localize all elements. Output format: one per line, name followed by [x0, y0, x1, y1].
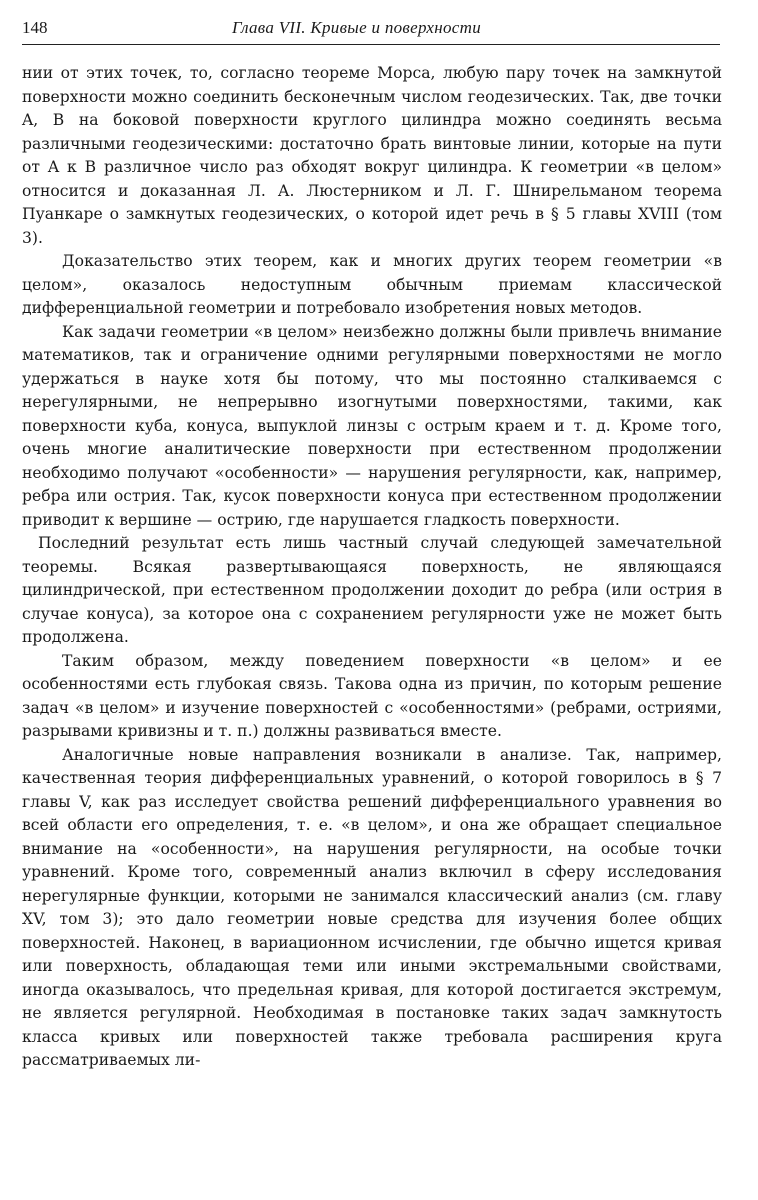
paragraph: Как задачи геометрии «в целом» неизбежно должны были привлечь внимание математиков, так и ограничение одними регулярными поверхностями не могло удержаться в науке хотя бы потому, что мы постоянно сталкиваемся с нерегулярными, не непрерывно изогнутыми поверхностями, такими, как поверхности куба, конуса, выпуклой линзы с острым краем и т. д. Кроме того, очень многие аналитические поверхности при естественном продолжении необходимо получают «особенности» — нарушения регулярности, как, например, ребра или острия. Так, кусок поверхности конуса при естественном продолжении приводит к вершине — острию, где нарушается гладкость поверхности. [22, 322, 722, 529]
header-rule [22, 44, 720, 45]
paragraph: Последний результат есть лишь частный случай следующей замечательной теоремы. Всякая развертывающаяся поверхность, не являющаяся цилиндрической, при естественном продолжении доходит до ребра (или острия в случае конуса), за которое она с сохранением регулярности уже не может быть продолжена. [22, 534, 722, 646]
paragraph-continuation: нии от этих точек, то, согласно теореме Морса, любую пару точек на замкнутой поверхности можно соединить бесконечным числом геодезических. Так, две точки A, B на боковой поверхности круглого цилиндра можно соединять весьма различными геодезическими: достаточно брать винтовые линии, которые на пути от A к B различное число раз обходят вокруг цилиндра. К геометрии «в целом» относится и доказанная Л. А. Люстерником и Л. Г. Шнирельманом теорема Пуанкаре о замкнутых геодезических, о которой идет речь в § 5 главы XVIII (том 3). [22, 64, 722, 247]
paragraph: Таким образом, между поведением поверхности «в целом» и ее особенностями есть глубокая связь. Такова одна из причин, по которым решение задач «в целом» и изучение поверхностей с «особенностями» (ребрами, остриями, разрывами кривизны и т. п.) должны развиваться вместе. [22, 651, 722, 740]
page-header [22, 18, 722, 42]
running-title: Глава VII. Кривые и поверхности [232, 18, 482, 37]
body-text [22, 62, 722, 1073]
paragraph: Аналогичные новые направления возникали в анализе. Так, например, качественная теория дифференциальных уравнений, о которой говорилось в § 7 главы V, как раз исследует свойства решений дифференциального уравнения во всей области его определения, т. е. «в целом», и она же обращает специальное внимание на «особенности», на нарушения регулярности, на особые точки уравнений. Кроме того, современный анализ включил в сферу исследования нерегулярные функции, которыми не занимался классический анализ (см. главу XV, том 3); это дало геометрии новые средства для изучения более общих поверхностей. Наконец, в вариационном исчислении, где обычно ищется кривая или поверхность, обладающая теми или иными экстремальными свойствами, иногда оказывалось, что предельная кривая, для которой достигается экстремум, не является регулярной. Необходимая в постановке таких задач замкнутость класса кривых или поверхностей также требовала расширения круга рассматриваемых ли- [22, 745, 722, 1069]
page-number: 148 [22, 18, 48, 37]
paragraph: Доказательство этих теорем, как и многих других теорем геометрии «в целом», оказалось недоступным обычным приемам классической дифференциальной геометрии и потребовало изобретения новых методов. [22, 252, 722, 317]
